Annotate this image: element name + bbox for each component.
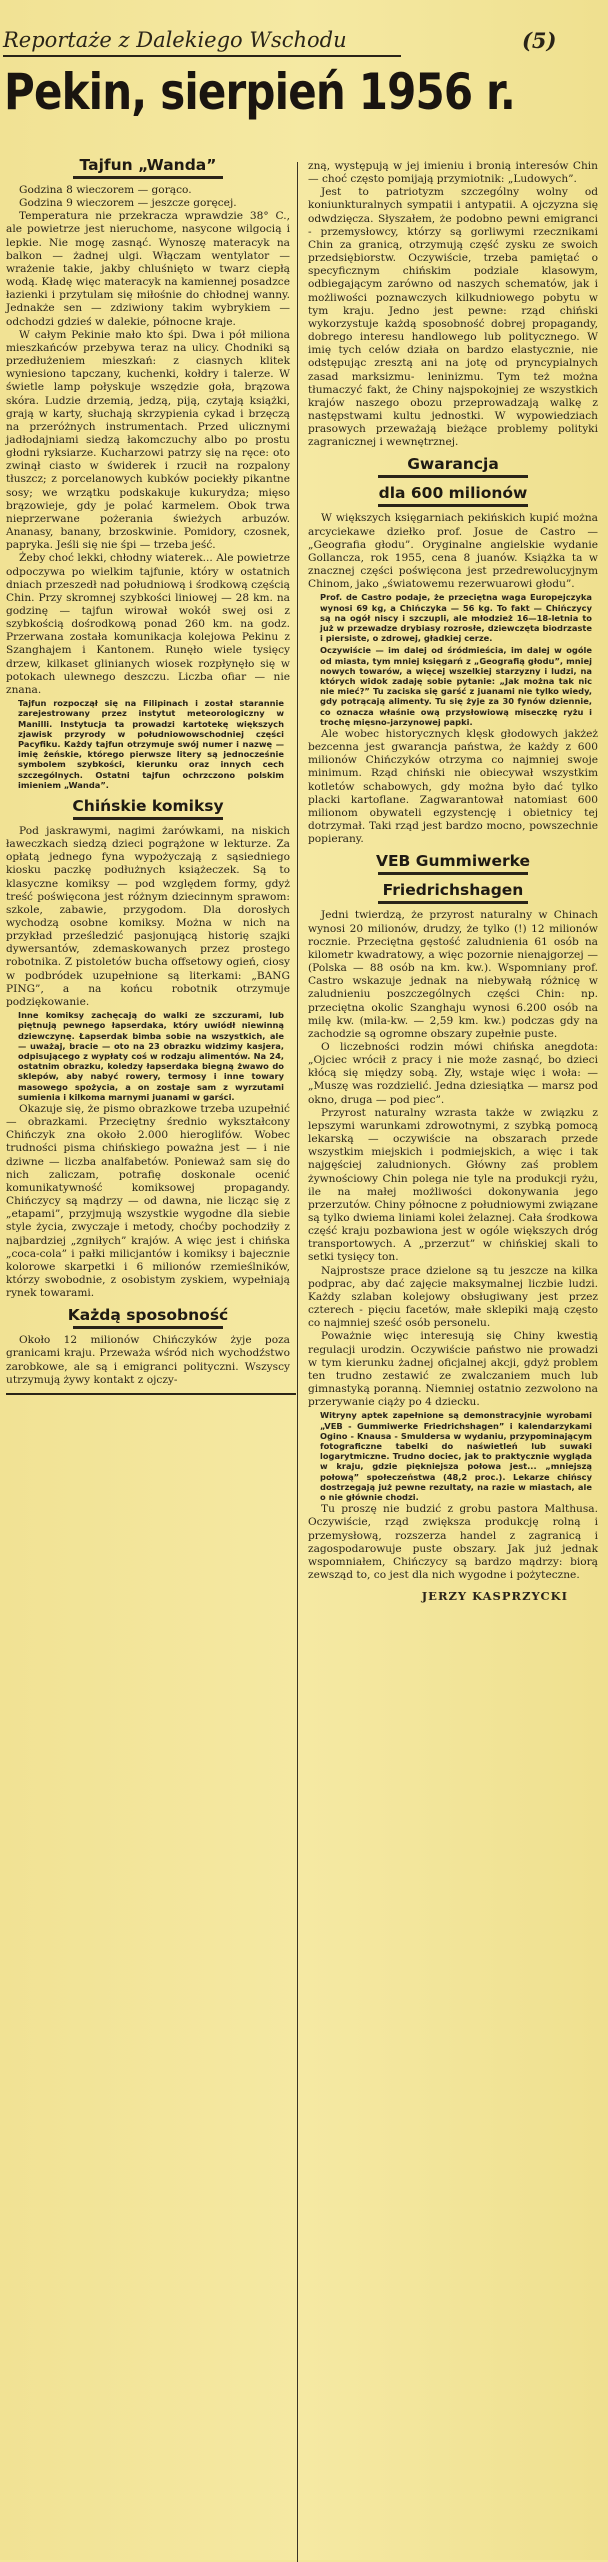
paragraph: Temperatura nie przekracza wprawdzie 38° C., ale powietrze jest nieruchome, nasycone wilgocią i lepkie. Nie mogę zasnąć. Wynoszę materacyk na balkon — żadnej ulgi. Włączam wentylator — wrażenie takie, jakby chluśnięto w twarz ciepłą wodą. Kładę więc materacyk na kamiennej posadzce łazienki i przytulam się miłośnie do chłodnej wanny. Jednakże sen — zdziwiony takim wybrykiem — odchodzi gdzieś w dalekie, północne kraje. bbox=[6, 210, 290, 328]
paragraph: W całym Pekinie mało kto śpi. Dwa i pół miliona mieszkańców przebywa teraz na ulicy. Chodniki są przedłużeniem mieszkań: z ciasnych klitek wyniesiono tapczany, kuchenki, kołdry i talerze. W świetle lamp połyskuje wszędzie goła, brązowa skóra. Ludzie drzemią, jedzą, piją, czytają książki, grają w karty, słuchają skrzypienia cykad i brzęczą na przeróżnych instrumentach. Przed ulicznymi jadłodajniami siedzą łakomczuchy albo po prostu głodni ryksiarze. Kucharzowi patrzy się na ręce: oto zwinął ciasto w świderek i rzucił na rozpalony tłuszcz; z porcelanowych kubków pociekły pikantne sosy; we wrzątku podskakuje kukurydza; mięso brązowieje, gdy je polać karmelem. Obok trwa nieprzerwane pożerania świeżych arbuzów. Ananasy, banany, brzoskwinie. Pomidory, czosnek, papryka. Jeśli się nie śpi — trzeba jeść. bbox=[6, 328, 290, 552]
paragraph: Godzina 9 wieczorem — jeszcze goręcej. bbox=[19, 197, 237, 210]
paragraph: zną, występują w jej imieniu i bronią interesów Chin — choć często pomijają przymiotnik: „Ludowych”. bbox=[308, 160, 598, 186]
paragraph: Ale wobec historycznych klęsk głodowych jakżeż bezcenna jest gwarancja państwa, że każdy z 600 milionów Chińczyków otrzyma co najmniej swoje minimum. Rząd chiński nie obiecywał wszystkim kotletów schabowych, gdy można było dać tylko placki kartoflane. Zagwarantował natomiast 600 milionom obywateli egzystencję i obietnicy tej dotrzymał. Taki rząd jest bardzo mocno, powszechnie popierany. bbox=[308, 728, 598, 846]
note-paragraph: Inne komiksy zachęcają do walki ze szczurami, lub piętnują pewnego łapserdaka, który uwiódł niewinną dziewczynę. Łapserdak bimba sobie na wszystkich, ale — uważaj, bracie — oto na 23 obrazku widzimy kasjera, odpisującego z wypłaty coś w rodzaju alimentów. Na 24, ostatnim obrazku, koledzy łapserdaka biegną żwawo do sklepów, aby nabyć rowery, termosy i inne towary masowego spożycia, a on zostaje sam z wyrzutami sumienia i kilkoma marnymi juanami w garści. bbox=[18, 1010, 284, 1102]
section-heading-typhoon: Tajfun „Wanda” bbox=[79, 156, 217, 174]
heading-rule bbox=[378, 475, 528, 478]
column-divider bbox=[297, 162, 298, 2562]
issue-number: (5) bbox=[522, 28, 557, 53]
paragraph: Godzina 8 wieczorem — gorąco. bbox=[19, 184, 192, 196]
paragraph: W większych księgarniach pekińskich kupić można arcyciekawe dziełko prof. Josue de Castro — „Geografia głodu”. Oryginalne angielskie wydanie Gollancza, rok 1955, cena 8 juanów. Książka ta w znacznej części poświęcona jest przedrewolucyjnym Chinom, jako „światowemu rezerwuarowi głodu”. bbox=[308, 512, 598, 591]
paragraph: Poważnie więc interesują się Chiny kwestią regulacji urodzin. Oczywiście państwo nie prowadzi w tym kierunku żadnej oficjalnej akcji, gdyż problem ten trudno zestawić ze zwalczaniem much lub gimnastyką poranną. Niemniej ostatnio zezwolono na przerywanie ciąży po 4 dziecku. bbox=[308, 1330, 598, 1409]
right-column bbox=[308, 160, 598, 1603]
column-end-rule bbox=[6, 1393, 296, 1395]
series-kicker: Reportaże z Dalekiego Wschodu bbox=[3, 28, 401, 57]
section-heading-comics: Chińskie komiksy bbox=[72, 796, 224, 815]
heading-rule bbox=[73, 1326, 223, 1329]
left-column bbox=[6, 150, 290, 1395]
paragraph: Tu proszę nie budzić z grobu pastora Malthusa. Oczywiście, rząd zwiększa produkcję rolną i przemysłową, rozszerza handel z zagranicą i zagospodarowuje puste obszary. Jak już jednak wspomniałem, Chińczycy są bardzo mądrzy: biorą zewsząd to, co jest dla nich wygodne i pożyteczne. bbox=[308, 1503, 598, 1581]
page-title: Pekin, sierpień 1956 r. bbox=[4, 63, 516, 121]
paragraph: Okazuje się, że pismo obrazkowe trzeba uzupełnić — obrazkami. Przeciętny średnio wykształcony Chińczyk zna około 2.000 hieroglifów. Wobec trudności pisma chińskiego poważna jest — i nie dziwne — liczba analfabetów. Ponieważ sam się do nich zaliczam, potrafię doskonale ocenić komunikatywność komiksowej propagandy. Chińczycy są mądrzy — od dawna, nie licząc się z „etapami”, przyjmują wszystkie wygodne dla siebie style życia, zwyczaje i metody, choćby pochodziły z najbardziej „zgniłych” krajów. A więc jest i chińska „coca-cola” i pałki milicjantów i komiksy i bajecznie kolorowe skarpetki i 6 milionów rzemieślników, którzy swobodnie, z osobistym zyskiem, wypełniają rynek towarami. bbox=[6, 1102, 290, 1300]
heading-rule bbox=[73, 817, 223, 820]
note-paragraph: Tajfun rozpoczął się na Filipinach i został starannie zarejestrowany przez instytut meteorologiczny w Manilli. Instytucja ta prowadzi kartotekę większych zjawisk przyrody w południowowschodniej części Pacyfiku. Każdy tajfun otrzymuje swój numer i nazwę — imię żeńskie, którego pierwsze litery są jednocześnie symbolem szybkości, kierunku oraz innych cech szczególnych. Ostatni tajfun ochrzczono polskim imieniem „Wanda”. bbox=[18, 698, 284, 790]
paragraph: Jedni twierdzą, że przyrost naturalny w Chinach wynosi 20 milionów, drudzy, że tylko (!) 12 milionów rocznie. Przeciętna gęstość zaludnienia 61 osób na kilometr kwadratowy, a więc pozornie nienajgorzej — (Polska — 88 osób na km. kw.). Wspomniany prof. Castro wskazuje jednak na niebywałą różnicę w zaludnieniu poszczególnych części Chin: np. przeciętna okolic Szanghaju wynosi 6.200 osób na milę kw. (mila-kw. — 2,59 km. kw.) podczas gdy na zachodzie są ogromne obszary zupełnie puste. bbox=[308, 909, 598, 1040]
heading-rule bbox=[73, 176, 223, 179]
paragraph: Najprostsze prace dzielone są tu jeszcze na kilka podprac, aby dać zajęcie maksymalnej liczbie ludzi. Każdy szlaban kolejowy obsługiwany jest przez czterech - pięciu facetów, małe sklepiki mają często co najmniej sześć osób personelu. bbox=[308, 1264, 598, 1330]
section-heading-guarantee: Gwarancja bbox=[407, 455, 499, 474]
section-heading-veb: VEB Gummiwerke bbox=[375, 852, 531, 871]
heading-rule bbox=[378, 901, 528, 904]
note-paragraph: Prof. de Castro podaje, że przeciętna waga Europejczyka wynosi 69 kg, a Chińczyka — 56 kg. To fakt — Chińczycy są na ogół niscy i szczupli, ale młodzież 16—18-letnia to już w przewadze drybiasy rozrosłe, dziewczęta biodrzaste i piersiste, o zdrowej, gładkiej cerze. bbox=[320, 592, 592, 644]
paragraph: O liczebności rodzin mówi chińska anegdota: „Ojciec wrócił z pracy i nie może zasnąć, bo dzieci kłócą się między sobą. Zły, wstaje więc i woła: — „Muszę was rozdzielić. Jedna dziesiątka — marsz pod okno, druga — pod piec”. bbox=[308, 1040, 598, 1106]
heading-rule bbox=[378, 872, 528, 875]
section-heading-friedrichshagen: Friedrichshagen bbox=[382, 881, 524, 900]
section-heading-opportunity: Każdą sposobność bbox=[67, 1306, 229, 1325]
paragraph: Pod jaskrawymi, nagimi żarówkami, na niskich ławeczkach siedzą dzieci pogrążone w lekturze. Za opłatą jednego fyna wypożyczają z sąsiedniego kiosku paczkę podłużnych książeczek. Są to klasyczne komiksy — pod względem formy, gdyż treść poświęcona jest różnym dziecinnym sprawom: szkole, zabawie, przygodom. Dla dorosłych wychodzą osobne komiksy. Można w nich na przykład prześledzić pasjonującą historię szajki dywersantów, zdemaskowanych przez prostego robotnika. Z pistoletów bucha offsetowy ogień, ciosy w podbródek uzupełnione są literkami: „BANG PING”, a na końcu robotnik otrzymuje podziękowanie. bbox=[6, 824, 290, 1008]
note-paragraph: Witryny aptek zapełnione są demonstracyjnie wyrobami „VEB - Gummiwerke Friedrichshagen” i kalendarzykami Ogino - Knausa - Smuldersa w wydaniu, przypominającym fotograficzne tabelki do naświetleń lub suwaki logarytmiczne. Trudno dociec, jak to praktycznie wygląda w kraju, gdzie piękniejsza połowa jest... „mniejszą połową” społeczeństwa (48,2 proc.). Lekarze chińscy dostrzegają już pewne rezultaty, na razie w miastach, ale o nie głównie chodzi. bbox=[320, 1410, 592, 1502]
section-heading-guarantee-2: dla 600 milionów bbox=[378, 484, 528, 503]
paragraph: Około 12 milionów Chińczyków żyje poza granicami kraju. Przeważa wśród nich wychodźstwo zarobkowe, ale są i emigranci polityczni. Wszyscy utrzymują żywy kontakt z ojczy- bbox=[6, 1334, 290, 1386]
heading-rule bbox=[378, 504, 528, 507]
note-paragraph: Oczywiście — im dalej od śródmieścia, im dalej w ogóle od miasta, tym mniej księgarń z „Geografią głodu”, mniej nowych towarów, a więcej wszelkiej starzyzny i ludzi, na których widok zadaję sobie pytanie: „Jak można tak nic nie mieć?” Tu zaciska się garść z juanami nie tylko wiedy, gdy potrącają alimenty. Tu się żyje za 30 fynów dziennie, co oznacza właśnie ową przysłowiową miseczkę ryżu i trochę mięsno-jarzynowej papki. bbox=[320, 645, 592, 727]
author-signature: JERZY KASPRZYCKI bbox=[421, 1589, 568, 1604]
paragraph: Żeby choć lekki, chłodny wiaterek... Ale powietrze odpoczywa po wielkim tajfunie, który w ostatnich dniach przeszedł nad południową i środkową częścią Chin. Przy skromnej szybkości liniowej — 28 km. na godzinę — tajfun wirował wokół swej osi z szybkością dośrodkową ponad 260 km. na godz. Przerwana została komunikacja kolejowa Pekinu z Szanghajem i Kantonem. Runęło wiele tysięcy drzew, kilkaset glinianych wiosek rozpłynęło się w potokach ulewnego deszczu. Liczba ofiar — nie znana. bbox=[6, 552, 290, 696]
paragraph: Przyrost naturalny wzrasta także w związku z lepszymi warunkami zdrowotnymi, z szybką pomocą lekarską — oczywiście na obszarach przede wszystkim miejskich i podmiejskich, a więc i tak najgęściej zaludnionych. Główny zaś problem żywnościowy Chin polega nie tyle na produkcji ryżu, ile na małej możliwości dokonywania jego przerzutów. Chiny północne z południowymi związane są tylko dwiema liniami kolei żelaznej. Cała środkowa część kraju pozbawiona jest w ogóle większych dróg transportowych. A „przerzut” w chińskiej skali to setki tysięcy ton. bbox=[308, 1106, 598, 1264]
paragraph: Jest to patriotyzm szczególny wolny od koniunkturalnych sympatii i antypatii. A ojczyzna się odwdzięcza. Słyszałem, że podobno pewni emigranci - przemysłowcy, którzy są gorliwymi rzecznikami Chin za granicą, otrzymują część zysku ze swoich przedsiębiorstw. Oczywiście, trzeba pamiętać o specyficznym chińskim podziale klasowym, odbiegającym zarówno od naszych schematów, jak i możliwości poznawczych kilkudniowego pobytu w tym kraju. Jedno jest pewne: rząd chiński wykorzystuje każdą sposobność dobrej propagandy, dobrego interesu handlowego lub politycznego. W imię tych celów działa on bardzo elastycznie, nie odstępując zresztą ani na jotę od pryncypialnych zasad marksizmu- leninizmu. Tym też można tłumaczyć fakt, że Chiny najspokojniej ze wszystkich krajów naszego obozu przeprowadzają walkę z następstwami kultu jednostki. W wypowiedziach prasowych przeważają bieżące problemy polityki zagranicznej i wewnętrznej. bbox=[308, 186, 598, 449]
